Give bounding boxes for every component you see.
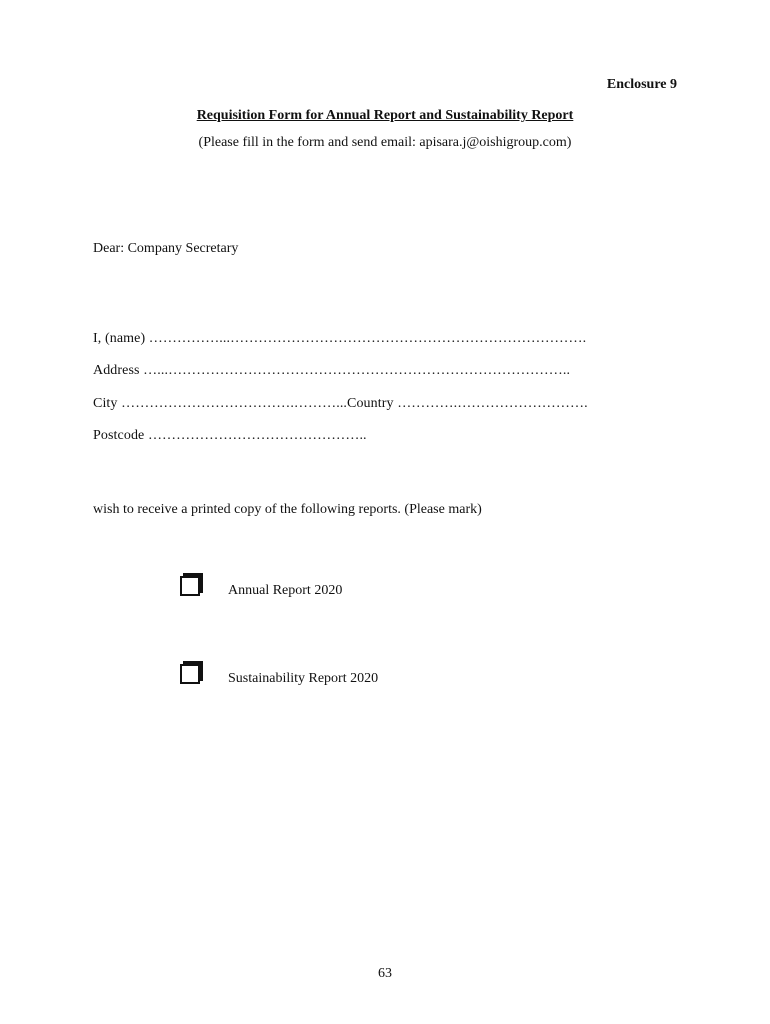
sustainability-report-checkbox[interactable] <box>180 664 200 684</box>
postcode-field[interactable]: Postcode ……………………………………….. <box>93 428 367 443</box>
sustainability-report-label: Sustainability Report 2020 <box>228 671 379 686</box>
greeting: Dear: Company Secretary <box>93 241 239 256</box>
instruction-text: wish to receive a printed copy of the following reports. (Please mark) <box>93 502 482 517</box>
form-subtitle: (Please fill in the form and send email: apisara.j@oishigroup.com) <box>198 135 572 150</box>
enclosure-label: Enclosure 9 <box>606 77 677 92</box>
address-field[interactable]: Address …...………………………………………………………………………….. <box>93 363 571 378</box>
page-number: 63 <box>378 966 392 981</box>
annual-report-label: Annual Report 2020 <box>228 583 343 598</box>
annual-report-checkbox[interactable] <box>180 576 200 596</box>
name-field[interactable]: I, (name) ……………...…………………………………………………………………. <box>93 331 587 346</box>
city-country-field[interactable]: City ……………………………….………...Country ………….………………………. <box>93 396 588 411</box>
form-title: Requisition Form for Annual Report and Sustainability Report <box>196 108 574 123</box>
